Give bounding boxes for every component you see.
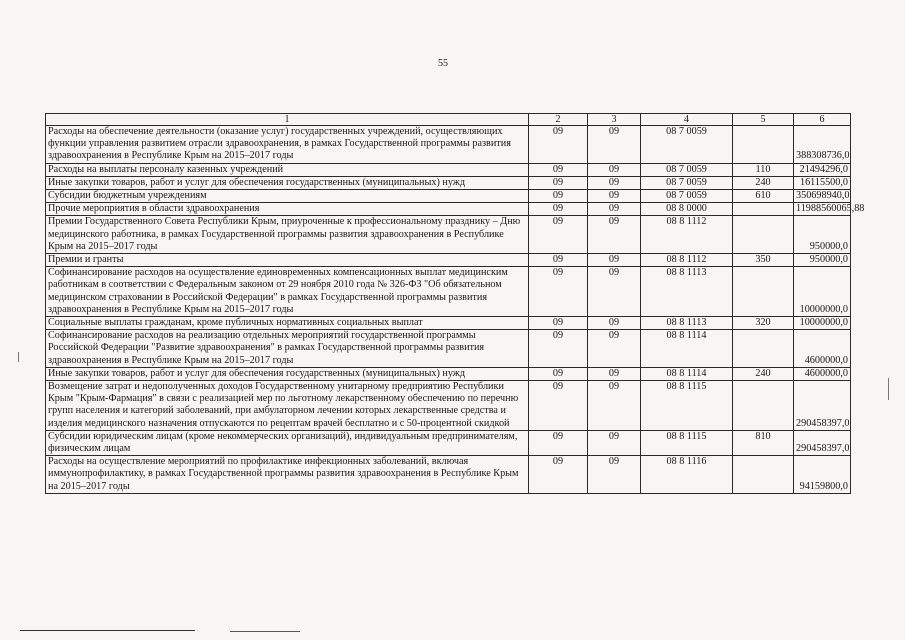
row-name: Премии и гранты	[46, 254, 529, 267]
row-amount: 950000,0	[794, 254, 851, 267]
row-subsection: 09	[588, 330, 641, 368]
table-row	[46, 267, 851, 317]
row-target-article: 08 8 1112	[641, 254, 733, 267]
row-name: Софинансирование расходов на реализацию отдельных мероприятий государственной программы Российской Федерации "Развитие здравоохранения" в рамках Государственной программы развития здравоохранения в Республике Крым на 2015–2017 годы	[46, 330, 529, 368]
row-target-article: 08 8 0000	[641, 203, 733, 216]
row-section: 09	[529, 330, 588, 368]
row-name: Расходы на выплаты персоналу казенных учреждений	[46, 163, 529, 176]
row-subsection: 09	[588, 430, 641, 455]
row-subsection: 09	[588, 216, 641, 254]
row-name: Субсидии бюджетным учреждениям	[46, 190, 529, 203]
row-expense-type: 810	[733, 430, 794, 455]
row-target-article: 08 7 0059	[641, 190, 733, 203]
table-row	[46, 254, 851, 267]
table-row	[46, 456, 851, 494]
row-target-article: 08 8 1112	[641, 216, 733, 254]
bottom-rule	[20, 630, 195, 631]
table-row	[46, 163, 851, 176]
row-expense-type	[733, 330, 794, 368]
row-expense-type	[733, 216, 794, 254]
row-section: 09	[529, 430, 588, 455]
table-row	[46, 381, 851, 431]
row-name: Субсидии юридическим лицам (кроме некоммерческих организаций), индивидуальным предпринимателям, физическим лицам	[46, 430, 529, 455]
row-amount: 388308736,0	[794, 126, 851, 164]
page-number: 55	[438, 58, 448, 69]
row-amount: 4600000,0	[794, 367, 851, 380]
row-subsection: 09	[588, 163, 641, 176]
row-name: Расходы на осуществление мероприятий по профилактике инфекционных заболеваний, включая иммунопрофилактику, в рамках Государственной программы развития здравоохранения в Республике Крым на 2015–2017 годы	[46, 456, 529, 494]
row-expense-type: 320	[733, 317, 794, 330]
column-header-subsection: 3	[588, 114, 641, 126]
row-expense-type: 610	[733, 190, 794, 203]
row-subsection: 09	[588, 176, 641, 189]
row-amount: 11988560065,88	[794, 203, 851, 216]
row-name: Социальные выплаты гражданам, кроме публичных нормативных социальных выплат	[46, 317, 529, 330]
table-row	[46, 203, 851, 216]
row-section: 09	[529, 381, 588, 431]
row-target-article: 08 8 1113	[641, 317, 733, 330]
row-name: Прочие мероприятия в области здравоохранения	[46, 203, 529, 216]
row-amount: 94159800,0	[794, 456, 851, 494]
row-amount: 10000000,0	[794, 317, 851, 330]
row-section: 09	[529, 203, 588, 216]
row-subsection: 09	[588, 190, 641, 203]
row-expense-type	[733, 126, 794, 164]
budget-table	[45, 113, 865, 494]
table-row	[46, 126, 851, 164]
row-section: 09	[529, 317, 588, 330]
row-expense-type	[733, 456, 794, 494]
row-subsection: 09	[588, 381, 641, 431]
row-target-article: 08 8 1114	[641, 330, 733, 368]
row-name: Иные закупки товаров, работ и услуг для обеспечения государственных (муниципальных) нужд	[46, 367, 529, 380]
row-subsection: 09	[588, 254, 641, 267]
row-name: Софинансирование расходов на осуществление единовременных компенсационных выплат медицинским работникам в соответствии с Федеральным законом от 29 ноября 2010 года № 326-ФЗ "Об обязательном медицинском страховании в Российской Федерации" в рамках Государственной программы развития здравоохранения в Республике Крым на 2015–2017 годы	[46, 267, 529, 317]
row-section: 09	[529, 254, 588, 267]
table-header-row	[46, 114, 851, 126]
row-amount: 290458397,0	[794, 430, 851, 455]
column-header-expense-type: 5	[733, 114, 794, 126]
row-subsection: 09	[588, 126, 641, 164]
row-amount: 950000,0	[794, 216, 851, 254]
table-row	[46, 430, 851, 455]
bottom-rule-short	[230, 631, 300, 632]
column-header-amount: 6	[794, 114, 851, 126]
table-row	[46, 176, 851, 189]
table-row	[46, 330, 851, 368]
row-target-article: 08 8 1113	[641, 267, 733, 317]
row-target-article: 08 8 1116	[641, 456, 733, 494]
column-header-name: 1	[46, 114, 529, 126]
row-expense-type: 350	[733, 254, 794, 267]
row-target-article: 08 8 1115	[641, 430, 733, 455]
row-section: 09	[529, 163, 588, 176]
row-subsection: 09	[588, 267, 641, 317]
row-target-article: 08 7 0059	[641, 176, 733, 189]
row-name: Премии Государственного Совета Республики Крым, приуроченные к профессиональному празднику – Дню медицинского работника, в рамках Государственной программы развития здравоохранения в Республике Крым на 2015–2017 годы	[46, 216, 529, 254]
row-amount: 10000000,0	[794, 267, 851, 317]
row-section: 09	[529, 190, 588, 203]
row-target-article: 08 7 0059	[641, 163, 733, 176]
row-amount: 350698940,0	[794, 190, 851, 203]
scan-artifact-right	[888, 378, 889, 400]
row-section: 09	[529, 267, 588, 317]
row-section: 09	[529, 216, 588, 254]
table-row	[46, 216, 851, 254]
table-row	[46, 367, 851, 380]
row-subsection: 09	[588, 367, 641, 380]
row-name: Иные закупки товаров, работ и услуг для обеспечения государственных (муниципальных) нужд	[46, 176, 529, 189]
table-row	[46, 317, 851, 330]
row-section: 09	[529, 126, 588, 164]
row-expense-type: 240	[733, 176, 794, 189]
row-section: 09	[529, 456, 588, 494]
row-target-article: 08 8 1114	[641, 367, 733, 380]
row-expense-type	[733, 381, 794, 431]
row-name: Возмещение затрат и недополученных доходов Государственному унитарному предприятию Республики Крым "Крым-Фармация" в связи с реализацией мер по льготному лекарственному обеспечению по перечню групп населения и категорий заболеваний, при амбулаторном лечении которых лекарственные средства и изделия медицинского назначения отпускаются по рецептам врачей бесплатно и с 50-процентной скидкой	[46, 381, 529, 431]
row-target-article: 08 8 1115	[641, 381, 733, 431]
row-expense-type: 240	[733, 367, 794, 380]
row-subsection: 09	[588, 203, 641, 216]
column-header-target-article: 4	[641, 114, 733, 126]
row-amount: 16115500,0	[794, 176, 851, 189]
row-section: 09	[529, 176, 588, 189]
row-expense-type	[733, 267, 794, 317]
row-expense-type: 110	[733, 163, 794, 176]
scan-artifact-left	[18, 352, 19, 362]
row-subsection: 09	[588, 456, 641, 494]
row-section: 09	[529, 367, 588, 380]
row-amount: 4600000,0	[794, 330, 851, 368]
row-expense-type	[733, 203, 794, 216]
row-amount: 21494296,0	[794, 163, 851, 176]
row-subsection: 09	[588, 317, 641, 330]
row-name: Расходы на обеспечение деятельности (оказание услуг) государственных учреждений, осуществляющих функции управления развитием отрасли здравоохранения, в рамках Государственной программы развития здравоохранения в Республике Крым на 2015–2017 годы	[46, 126, 529, 164]
table-row	[46, 190, 851, 203]
table-body	[46, 126, 865, 494]
row-amount: 290458397,0	[794, 381, 851, 431]
row-target-article: 08 7 0059	[641, 126, 733, 164]
column-header-section: 2	[529, 114, 588, 126]
